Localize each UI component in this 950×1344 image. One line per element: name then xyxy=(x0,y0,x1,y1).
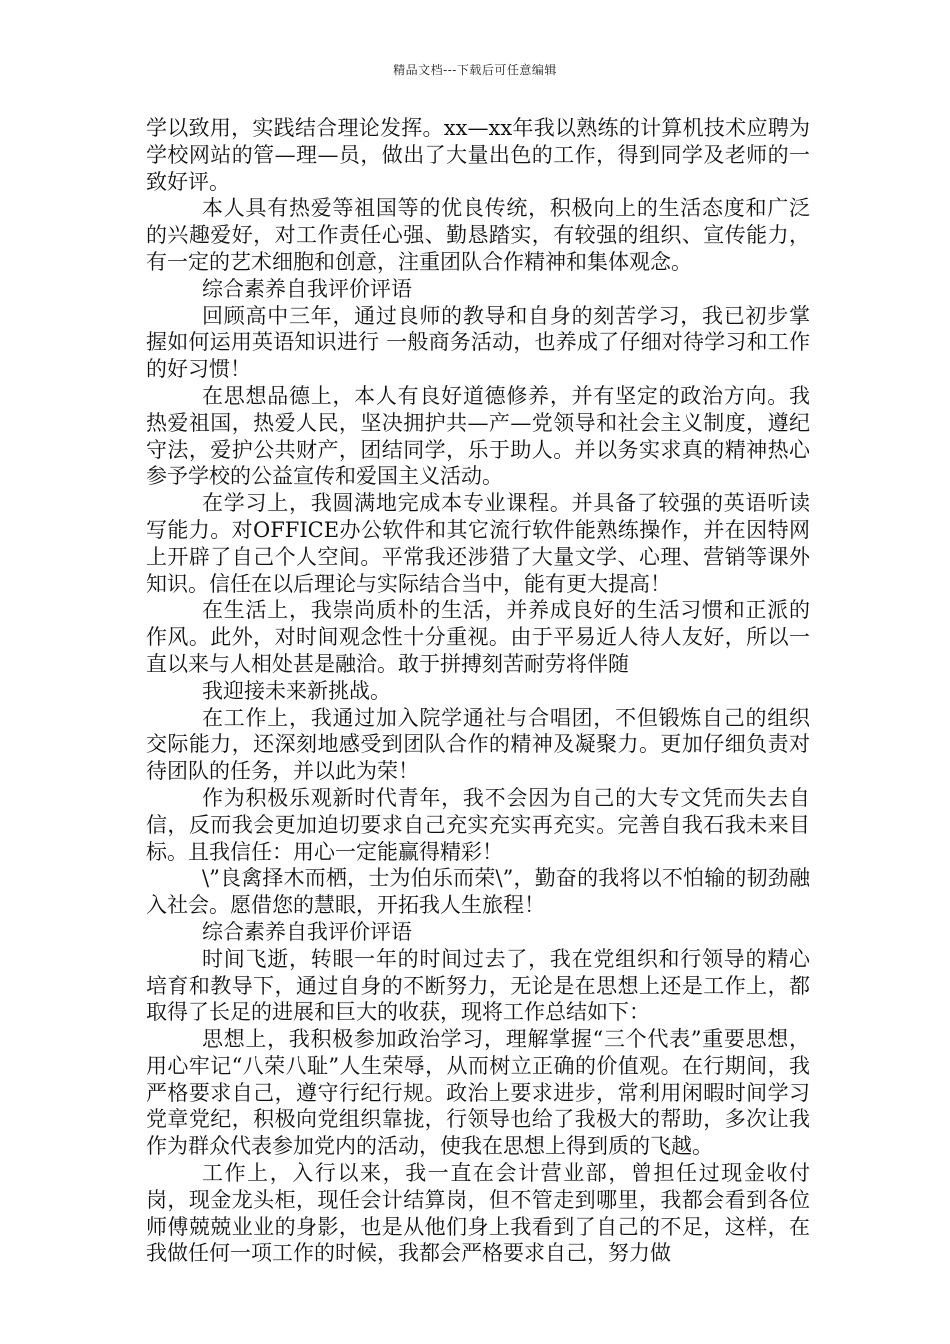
paragraph: \”良禽择木而栖，士为伯乐而荣\”，勤奋的我将以不怕输的韧劲融入社会。愿借您的慧眼，开拓我人生旅程！ xyxy=(146,866,810,918)
page-header: 精品文档---下载后可任意编辑 xyxy=(393,63,557,77)
paragraph: 在思想品德上，本人有良好道德修养，并有坚定的政治方向。我热爱祖国，热爱人民，坚决拥护共—产—党领导和社会主义制度，遵纪守法，爱护公共财产，团结同学，乐于助人。并以务实求真的精神热心参予学校的公益宣传和爱国主义活动。 xyxy=(146,383,810,489)
paragraph: 在工作上，我通过加入院学通社与合唱团，不但锻炼自己的组织交际能力，还深刻地感受到团队合作的精神及凝聚力。更加仔细负责对待团队的任务，并以此为荣！ xyxy=(146,705,810,784)
paragraph: 回顾高中三年，通过良师的教导和自身的刻苦学习，我已初步掌握如何运用英语知识进行 一般商务活动，也养成了仔细对待学习和工作的好习惯！ xyxy=(146,303,810,382)
paragraph: 作为积极乐观新时代青年，我不会因为自己的大专文凭而失去自信，反而我会更加迫切要求自己充实充实再充实。完善自我石我未来目标。且我信任：用心一定能赢得精彩！ xyxy=(146,785,810,864)
document-body xyxy=(146,115,810,1267)
paragraph: 工作上，入行以来，我一直在会计营业部，曾担任过现金收付岗，现金龙头柜，现任会计结算岗，但不管走到哪里，我都会看到各位师傅兢兢业业的身影，也是从他们身上我看到了自己的不足，这样，在我做任何一项工作的时候，我都会严格要求自己，努力做 xyxy=(146,1161,810,1266)
paragraph: 思想上，我积极参加政治学习，理解掌握“三个代表”重要思想，用心牢记“八荣八耻”人生荣辱，从而树立正确的价值观。在行期间，我严格要求自己，遵守行纪行规。政治上要求进步，常利用闲暇时间学习党章党纪，积极向党组织靠拢，行领导也给了我极大的帮助，多次让我作为群众代表参加党内的活动，使我在思想上得到质的飞越。 xyxy=(146,1027,810,1159)
paragraph: 时间飞逝，转眼一年的时间过去了，我在党组织和行领导的精心培育和教导下，通过自身的不断努力，无论是在思想上还是工作上，都取得了长足的进展和巨大的收获，现将工作总结如下： xyxy=(146,946,810,1025)
paragraph: 在生活上，我崇尚质朴的生活，并养成良好的生活习惯和正派的作风。此外，对时间观念性十分重视。由于平易近人待人友好，所以一直以来与人相处甚是融洽。敢于拼搏刻苦耐劳将伴随 xyxy=(146,598,810,676)
section-heading: 综合素养自我评价评语 xyxy=(202,276,412,301)
paragraph: 本人具有热爱等祖国等的优良传统，积极向上的生活态度和广泛的兴趣爱好，对工作责任心强、勤恳踏实，有较强的组织、宣传能力，有一定的艺术细胞和创意，注重团队合作精神和集体观念。 xyxy=(146,196,810,274)
section-heading: 综合素养自我评价评语 xyxy=(202,919,412,944)
paragraph: 我迎接未来新挑战。 xyxy=(202,678,391,703)
paragraph: 在学习上，我圆满地完成本专业课程。并具备了较强的英语听读写能力。对OFFICE办公软件和其它流行软件能熟练操作，并在因特网上开辟了自己个人空间。平常我还涉猎了大量文学、心理、营销等课外知识。信任在以后理论与实际结合当中，能有更大提高！ xyxy=(146,491,810,596)
paragraph: 学以致用，实践结合理论发挥。xx—xx年我以熟练的计算机技术应聘为学校网站的管—理—员，做出了大量出色的工作，得到同学及老师的一致好评。 xyxy=(146,116,810,194)
